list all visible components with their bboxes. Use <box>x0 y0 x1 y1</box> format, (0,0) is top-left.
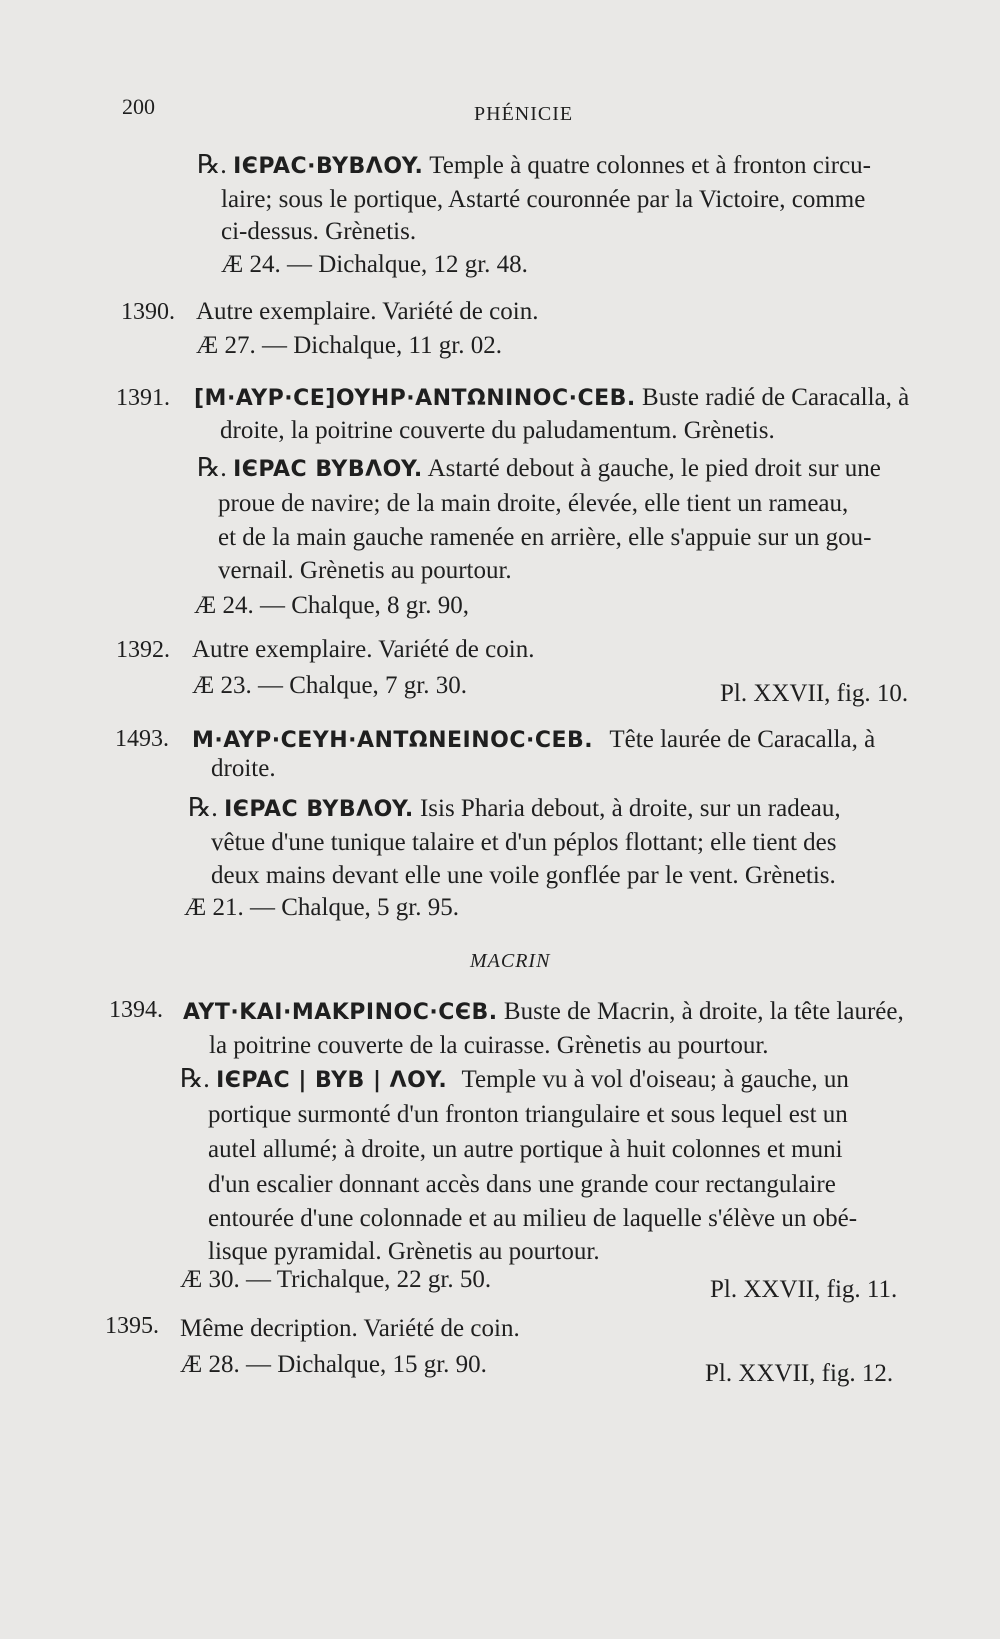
description-line: portique surmonté d'un fronton triangulaire et sous lequel est un <box>208 1101 848 1128</box>
page-number: 200 <box>122 94 155 119</box>
plate-reference: Pl. XXVII, fig. 11. <box>710 1276 898 1303</box>
greek-legend: IЄPAC | BYB | ΛOY. <box>216 1068 448 1093</box>
description-line: Même decription. Variété de coin. <box>180 1315 520 1342</box>
greek-legend: [M·AYP·CE]OYHP·ANTΩNINOC·CEB. <box>194 386 636 411</box>
reverse-symbol: ℞. <box>197 453 227 482</box>
description-line: Autre exemplaire. Variété de coin. <box>196 298 539 325</box>
plate-reference: Pl. XXVII, fig. 12. <box>705 1360 894 1387</box>
description-text: Buste radié de Caracalla, à <box>642 384 910 411</box>
entry-number: 1493. <box>115 726 169 752</box>
greek-legend: IЄPAC·BYBΛOY. <box>233 154 424 179</box>
reverse-line <box>188 793 841 825</box>
metal-weight-line: Æ 23. — Chalque, 7 gr. 30. <box>192 672 467 699</box>
reverse-line <box>197 453 881 485</box>
description-line: droite, la poitrine couverte du paludamentum. Grènetis. <box>220 417 775 444</box>
greek-legend: IЄPAC BYBΛOY. <box>224 797 414 822</box>
obverse-line <box>192 725 875 756</box>
description-line: d'un escalier donnant accès dans une grande cour rectangulaire <box>208 1171 836 1198</box>
entry-number: 1390. <box>121 299 175 325</box>
metal-weight-line: Æ 27. — Dichalque, 11 gr. 02. <box>196 332 502 359</box>
running-title: PHÉNICIE <box>474 103 574 125</box>
description-line: vêtue d'une tunique talaire et d'un péplos flottant; elle tient des <box>211 829 837 856</box>
reverse-symbol: ℞. <box>188 793 218 822</box>
entry-number: 1394. <box>109 997 163 1023</box>
description-line: lisque pyramidal. Grènetis au pourtour. <box>208 1238 600 1265</box>
reverse-symbol: ℞. <box>197 150 227 179</box>
reverse-line <box>180 1064 849 1096</box>
greek-legend: AYT·KAI·MAKPINOC·CЄB. <box>183 1000 498 1025</box>
entry-number: 1391. <box>116 385 170 411</box>
metal-weight-line: Æ 24. — Chalque, 8 gr. 90, <box>194 592 469 619</box>
reverse-line <box>197 150 871 182</box>
description-line: Autre exemplaire. Variété de coin. <box>192 636 535 663</box>
description-line: laire; sous le portique, Astarté couronnée par la Victoire, comme <box>221 186 866 213</box>
greek-legend: M·AYP·CEYH·ANTΩNEINOC·CEB. <box>192 728 594 753</box>
entry-number: 1392. <box>116 637 170 663</box>
plate-reference: Pl. XXVII, fig. 10. <box>720 680 909 707</box>
description-line: la poitrine couverte de la cuirasse. Grènetis au pourtour. <box>209 1032 769 1059</box>
description-text: Isis Pharia debout, à droite, sur un radeau, <box>419 795 841 822</box>
description-text: Temple à quatre colonnes et à fronton circu- <box>429 152 872 179</box>
description-line: vernail. Grènetis au pourtour. <box>218 557 512 584</box>
description-text: Temple vu à vol d'oiseau; à gauche, un <box>461 1066 849 1093</box>
description-text: Tête laurée de Caracalla, à <box>609 726 876 753</box>
description-text: Buste de Macrin, à droite, la tête laurée, <box>503 998 904 1025</box>
description-line: et de la main gauche ramenée en arrière, elle s'appuie sur un gou- <box>218 524 872 551</box>
description-line: proue de navire; de la main droite, élevée, elle tient un rameau, <box>218 490 849 517</box>
greek-legend: IЄPAC BYBΛOY. <box>233 457 423 482</box>
metal-weight-line: Æ 24. — Dichalque, 12 gr. 48. <box>221 251 528 278</box>
obverse-line <box>183 997 904 1028</box>
section-title: MACRIN <box>470 950 551 972</box>
description-line: ci-dessus. Grènetis. <box>221 218 417 245</box>
reverse-symbol: ℞. <box>180 1064 210 1093</box>
description-line: deux mains devant elle une voile gonflée par le vent. Grènetis. <box>211 862 836 889</box>
metal-weight-line: Æ 30. — Trichalque, 22 gr. 50. <box>180 1266 492 1293</box>
description-text: Astarté debout à gauche, le pied droit sur une <box>427 455 881 482</box>
description-line: droite. <box>211 755 276 782</box>
entry-number: 1395. <box>105 1313 159 1339</box>
metal-weight-line: Æ 21. — Chalque, 5 gr. 95. <box>184 894 459 921</box>
metal-weight-line: Æ 28. — Dichalque, 15 gr. 90. <box>180 1351 487 1378</box>
obverse-line <box>194 383 909 414</box>
description-line: autel allumé; à droite, un autre portique à huit colonnes et muni <box>208 1136 843 1163</box>
description-line: entourée d'une colonnade et au milieu de laquelle s'élève un obé- <box>208 1205 858 1232</box>
